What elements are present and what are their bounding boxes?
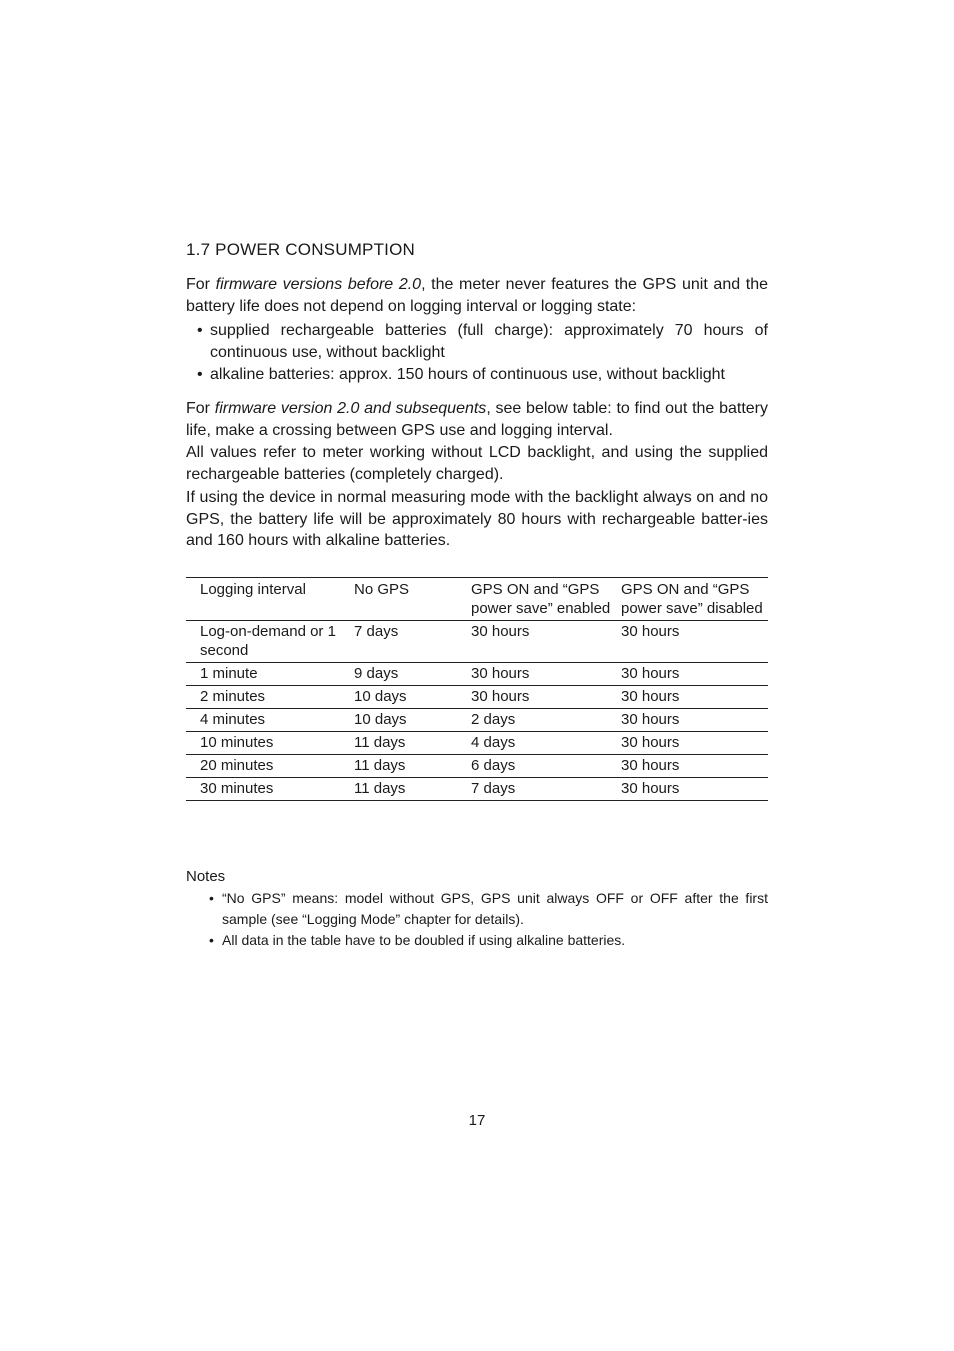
cell-no-gps: 11 days <box>354 734 406 751</box>
cell-gps-save-disabled: 30 hours <box>621 711 680 728</box>
header-no-gps: No GPS <box>354 581 410 598</box>
cell-no-gps: 10 days <box>354 711 407 728</box>
cell-no-gps: 10 days <box>354 688 407 705</box>
backlight-paragraph: If using the device in normal measuring mode with the backlight always on and no GPS, the battery life will be approximately 80 hours with rechargeable batter-ies and 160 hours with alkaline batteries. <box>186 489 768 549</box>
cell-gps-save-enabled: 30 hours <box>471 688 530 705</box>
note-text: All data in the table have to be doubled if using alkaline batteries. <box>222 932 626 948</box>
intro1-prefix: For <box>186 276 216 293</box>
cell-gps-save-enabled: 2 days <box>471 711 516 728</box>
cell-gps-save-disabled: 30 hours <box>621 757 680 774</box>
section-heading: 1.7 POWER CONSUMPTION <box>186 240 416 259</box>
table-row <box>186 732 768 755</box>
bullet-rechargeable <box>197 320 768 363</box>
cell-interval: 10 minutes <box>200 734 274 751</box>
cell-interval: Log-on-demand or 1 second <box>200 623 336 659</box>
cell-interval: 2 minutes <box>200 688 266 705</box>
cell-gps-save-enabled: 30 hours <box>471 623 530 640</box>
cell-gps-save-enabled: 7 days <box>471 780 516 797</box>
intro2-emphasis: firmware version 2.0 and subsequents <box>214 400 487 417</box>
cell-no-gps: 11 days <box>354 780 406 797</box>
cell-interval: 4 minutes <box>200 711 266 728</box>
cell-interval: 20 minutes <box>200 757 274 774</box>
bullet-dot: • <box>197 322 203 339</box>
page-number: 17 <box>468 1112 486 1129</box>
note-item <box>209 930 768 951</box>
cell-gps-save-disabled: 30 hours <box>621 623 680 640</box>
intro-firmware-after-paragraph <box>186 398 768 441</box>
cell-no-gps: 9 days <box>354 665 399 682</box>
table-row <box>186 663 768 686</box>
bullet-alkaline <box>197 364 768 386</box>
cell-gps-save-disabled: 30 hours <box>621 780 680 797</box>
cell-gps-save-disabled: 30 hours <box>621 734 680 751</box>
values-note-paragraph: All values refer to meter working without LCD backlight, and using the supplied rechargeable batteries (completely charged). <box>186 444 768 483</box>
cell-interval: 1 minute <box>200 665 258 682</box>
header-gps-save-disabled: GPS ON and “GPS power save” disabled <box>621 581 763 617</box>
table-header-row <box>186 578 768 621</box>
cell-gps-save-disabled: 30 hours <box>621 665 680 682</box>
intro2-suffix: , see below table: to find out the battery life, make a crossing between GPS use and logging interval. <box>186 400 768 439</box>
cell-interval: 30 minutes <box>200 780 274 797</box>
cell-gps-save-enabled: 6 days <box>471 757 516 774</box>
table-row <box>186 686 768 709</box>
table-row <box>186 778 768 801</box>
bullet-dot: • <box>209 890 214 906</box>
table-row <box>186 709 768 732</box>
notes-title: Notes <box>186 868 226 885</box>
header-logging-interval: Logging interval <box>200 581 306 598</box>
bullet-text: alkaline batteries: approx. 150 hours of continuous use, without backlight <box>210 366 725 383</box>
cell-gps-save-enabled: 30 hours <box>471 665 530 682</box>
intro2-prefix: For <box>186 400 215 417</box>
cell-no-gps: 11 days <box>354 757 406 774</box>
cell-gps-save-disabled: 30 hours <box>621 688 680 705</box>
note-text: “No GPS” means: model without GPS, GPS unit always OFF or OFF after the first sample (see “Logging Mode” chapter for details). <box>222 890 768 927</box>
bullet-dot: • <box>197 366 203 383</box>
power-consumption-table <box>186 577 768 801</box>
note-item <box>209 888 768 929</box>
bullet-dot: • <box>209 932 214 948</box>
cell-gps-save-enabled: 4 days <box>471 734 516 751</box>
intro1-suffix: , the meter never features the GPS unit and the battery life does not depend on logging interval or logging state: <box>186 276 768 315</box>
table-row <box>186 755 768 778</box>
intro1-emphasis: firmware versions before 2.0 <box>215 276 422 293</box>
header-gps-save-enabled: GPS ON and “GPS power save” enabled <box>471 581 611 617</box>
bullet-text: supplied rechargeable batteries (full charge): approximately 70 hours of continuous use, without backlight <box>210 322 768 361</box>
table-row <box>186 621 768 663</box>
intro-firmware-before-paragraph <box>186 274 768 317</box>
cell-no-gps: 7 days <box>354 623 399 640</box>
